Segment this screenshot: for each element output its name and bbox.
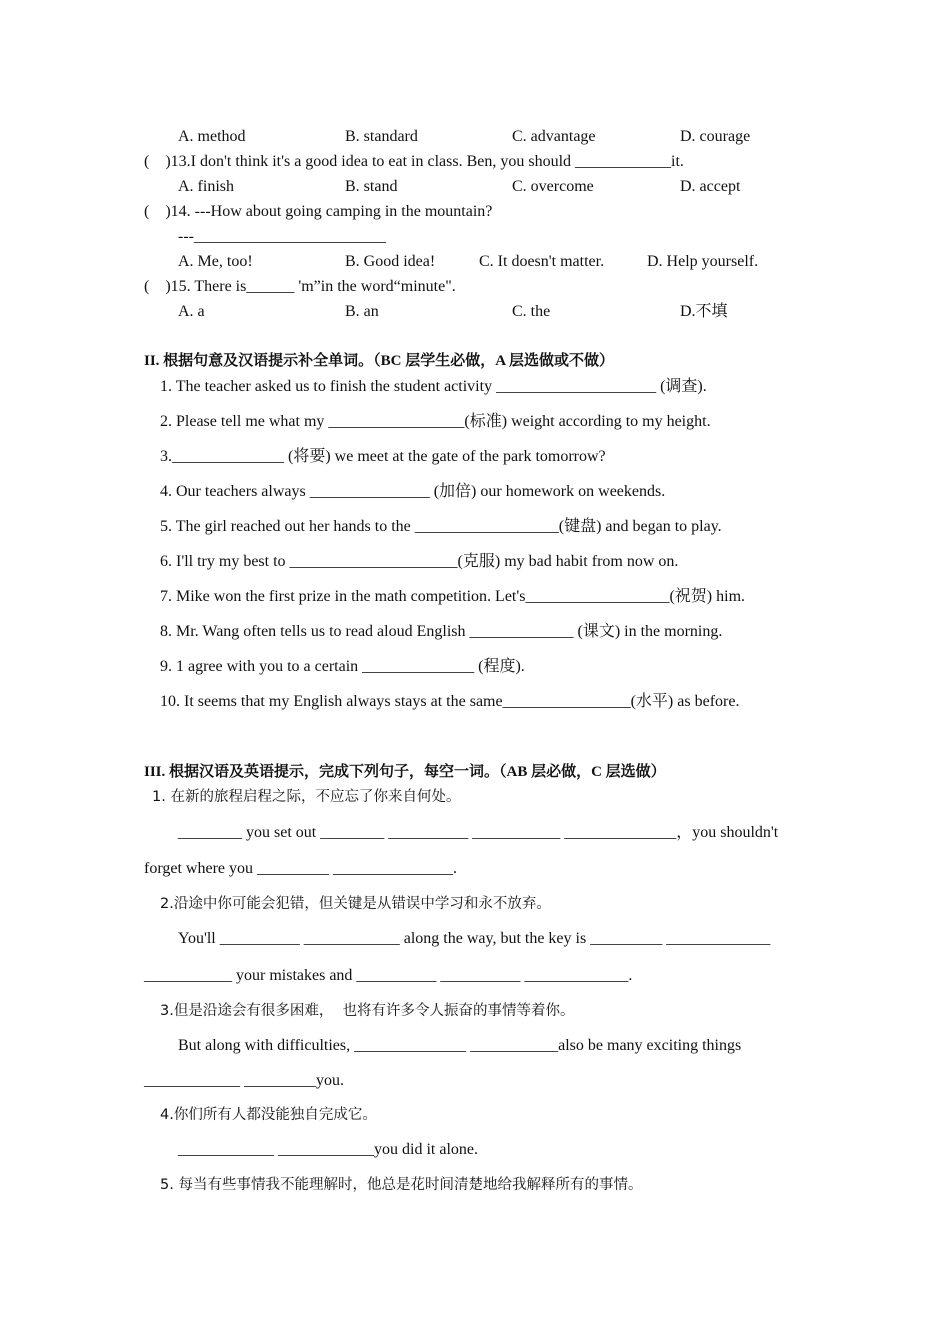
sentence-3-english: But along with difficulties, ______________ ___________also be many exciting things [178,1037,742,1054]
question-15: ( )15. There is______ 'm”in the word“minute". [144,278,456,295]
option-d: D. courage [680,128,751,145]
sentence-3-chinese: 3.但是沿途会有很多困难， 也将有许多令人振奋的事情等着你。 [160,1003,575,1019]
sentence-3-english-cont: ____________ _________you. [144,1072,344,1089]
option-d: D.不填 [680,303,728,320]
sentence-4-chinese: 4.你们所有人都没能独自完成它。 [160,1107,377,1123]
option-a: A. method [178,128,246,145]
fill-item: 6. I'll try my best to _____________________(克服) my bad habit from now on. [160,553,679,570]
fill-item: 9. 1 agree with you to a certain ______________ (程度). [160,658,525,675]
option-c: C. overcome [512,178,594,195]
option-d: D. accept [680,178,741,195]
sentence-1-english-cont: forget where you _________ _______________. [144,860,457,877]
option-b: B. stand [345,178,398,195]
fill-item: 8. Mr. Wang often tells us to read aloud English _____________ (课文) in the morning. [160,623,723,640]
option-c: C. It doesn't matter. [479,253,605,270]
sentence-1-english: ________ you set out ________ __________ ___________ ______________，you shouldn't [178,824,779,841]
option-c: C. advantage [512,128,596,145]
sentence-4-english: ____________ ____________you did it alone. [178,1141,478,1158]
question-14: ( )14. ---How about going camping in the mountain? [144,203,493,220]
option-d: D. Help yourself. [647,253,759,270]
question-14-reply: ---________________________ [178,228,386,245]
fill-item: 4. Our teachers always _______________ (加倍) our homework on weekends. [160,483,666,500]
option-a: A. Me, too! [178,253,253,270]
sentence-1-chinese: 1. 在新的旅程启程之际，不应忘了你来自何处。 [152,789,461,805]
option-c: C. the [512,303,551,320]
section-3-title: III. 根据汉语及英语提示，完成下列句子，每空一词。（AB 层必做，C 层选做） [144,764,666,780]
option-a: A. a [178,303,205,320]
fill-item: 5. The girl reached out her hands to the __________________(键盘) and began to play. [160,518,722,535]
fill-item: 7. Mike won the first prize in the math competition. Let's__________________(祝贺) him. [160,588,746,605]
fill-item: 10. It seems that my English always stays at the same________________(水平) as before. [160,693,740,710]
question-13: ( )13.I don't think it's a good idea to eat in class. Ben, you should ____________it. [144,153,684,170]
sentence-2-chinese: 2.沿途中你可能会犯错，但关键是从错误中学习和永不放弃。 [160,896,551,912]
sentence-2-english-cont: ___________ your mistakes and __________ __________ _____________. [144,967,633,984]
fill-item: 3.______________ (将要) we meet at the gate of the park tomorrow? [160,448,606,465]
option-b: B. an [345,303,379,320]
fill-item: 2. Please tell me what my _________________(标准) weight according to my height. [160,413,711,430]
sentence-5-chinese: 5. 每当有些事情我不能理解时，他总是花时间清楚地给我解释所有的事情。 [160,1177,643,1193]
fill-item: 1. The teacher asked us to finish the student activity ____________________ (调查). [160,378,707,395]
option-b: B. standard [345,128,418,145]
option-a: A. finish [178,178,234,195]
section-2-title: II. 根据句意及汉语提示补全单词。（BC 层学生必做，A 层选做或不做） [144,353,615,369]
option-b: B. Good idea! [345,253,436,270]
sentence-2-english: You'll __________ ____________ along the way, but the key is _________ _____________ [178,930,771,947]
